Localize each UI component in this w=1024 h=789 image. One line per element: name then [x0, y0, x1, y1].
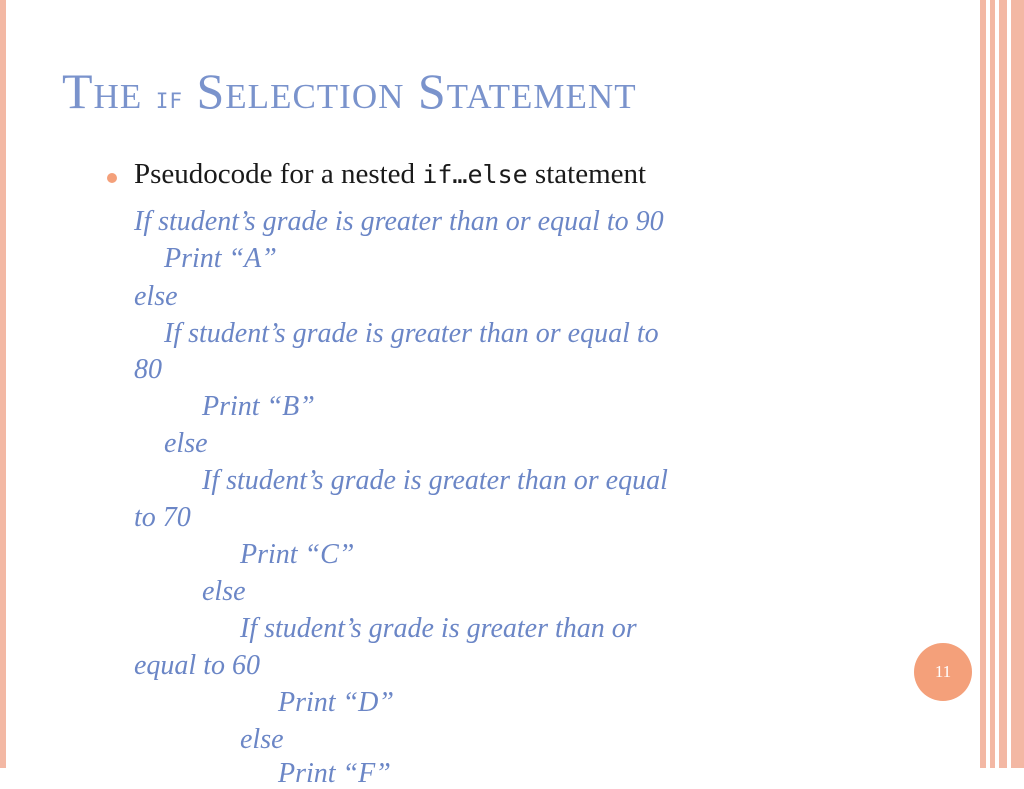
pseudocode-line: Print “B” — [202, 391, 315, 422]
slide-title — [62, 62, 952, 120]
decor-stripe — [1011, 0, 1024, 768]
pseudocode-line: equal to 60 — [134, 650, 260, 681]
pseudocode-line: else — [134, 281, 178, 312]
pseudocode-line: Print “F” — [278, 758, 391, 789]
title-text: The — [62, 63, 156, 119]
pseudocode-line: If student’s grade is greater than or equal — [202, 465, 668, 496]
decor-stripe — [990, 0, 995, 768]
page-number-badge: 11 — [914, 643, 972, 701]
bullet-item — [106, 158, 646, 191]
decor-stripe — [980, 0, 986, 768]
title-text: Selection Statement — [183, 63, 637, 119]
decor-stripe — [999, 0, 1007, 768]
bullet-text: Pseudocode for a nested — [134, 158, 423, 190]
bullet-code: if…else — [422, 160, 528, 189]
pseudocode-line: to 70 — [134, 502, 191, 533]
pseudocode-line: else — [240, 724, 284, 755]
bullet-text: statement — [527, 158, 647, 190]
pseudocode-line: Print “A” — [164, 243, 277, 274]
pseudocode-line: If student’s grade is greater than or equal to — [164, 318, 659, 349]
title-code: if — [155, 81, 183, 116]
pseudocode-line: 80 — [134, 354, 162, 385]
pseudocode-line: Print “C” — [240, 539, 355, 570]
pseudocode-line: else — [164, 428, 208, 459]
pseudocode-line: else — [202, 576, 246, 607]
pseudocode-line: If student’s grade is greater than or equal to 90 — [134, 206, 664, 237]
pseudocode-line: If student’s grade is greater than or — [240, 613, 637, 644]
pseudocode-line: Print “D” — [278, 687, 394, 718]
